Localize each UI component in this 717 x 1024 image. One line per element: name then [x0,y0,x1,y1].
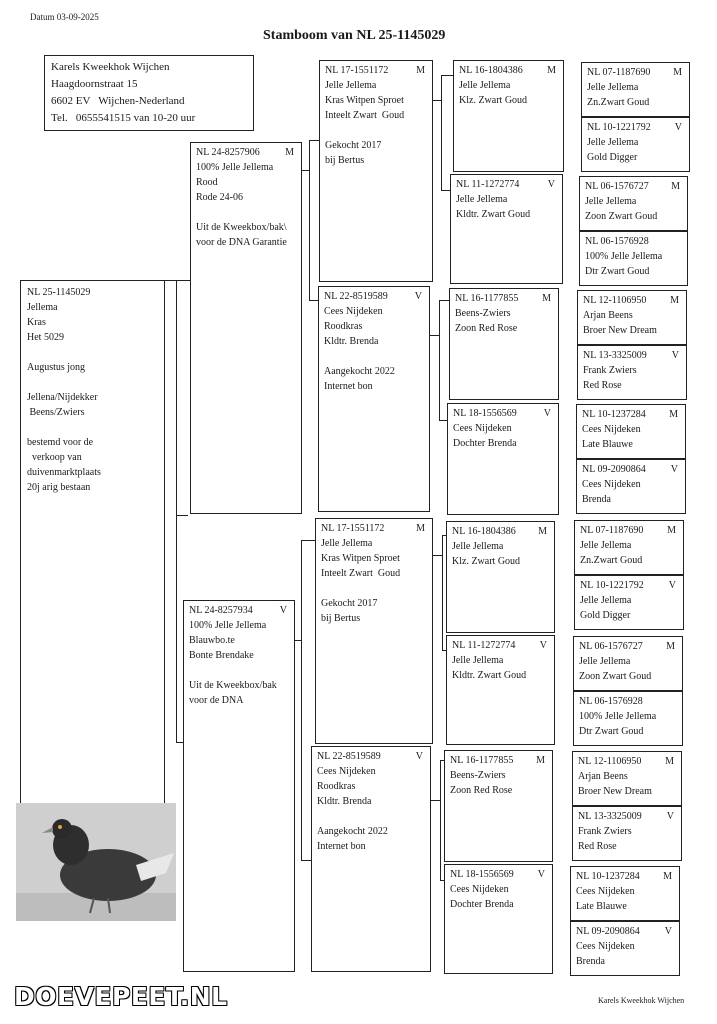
pedigree-line: 100% Jelle Jellema [189,620,267,631]
ring-number: NL 11-1272774 [456,179,520,190]
pedigree-line: Arjan Beens [583,310,633,321]
pedigree-line: 20j arig bestaan [27,482,91,493]
pedigree-line: 100% Jelle Jellema [585,251,663,262]
address-box [44,55,254,131]
sex-marker: V [668,580,676,591]
pedigree-line: Aangekocht 2022 [317,826,388,837]
gen4-box [576,404,686,459]
ring-header [580,579,678,593]
pedigree-line: Jelle Jellema [585,196,637,207]
ring-header [587,121,684,135]
ring-header [582,408,680,422]
pedigree-line: Broer New Dream [583,325,657,336]
ring-header [321,522,427,536]
gen2-box [315,518,433,744]
pedigree-line: Gold Digger [580,610,631,621]
mother-ring: NL 24-8257934 [189,605,253,616]
sex-marker: M [673,67,682,78]
father-header [196,146,296,160]
ring-header [583,349,681,363]
ring-number: NL 22-8519589 [324,291,388,302]
sex-marker: V [537,869,545,880]
gen4-box [581,62,690,117]
pedigree-line: Late Blauwe [576,901,627,912]
mother-box [183,600,295,972]
pedigree-line: bij Bertus [325,155,365,166]
gen4-box [570,921,680,976]
sex-marker: M [542,293,551,304]
pedigree-line [27,420,158,435]
sex-marker: M [666,641,675,652]
gen3-box [444,864,553,974]
ring-number: NL 11-1272774 [452,640,516,651]
ring-number: NL 17-1551172 [321,523,385,534]
pedigree-line [324,349,424,364]
sex-marker [675,695,677,709]
pedigree-line [27,345,158,360]
pedigree-line: Red Rose [583,380,622,391]
sex-marker: M [671,181,680,192]
pedigree-line: Kldtr. Zwart Goud [452,670,527,681]
ring-number: NL 06-1576727 [579,641,643,652]
ring-header [587,66,684,80]
sex-marker: V [670,464,678,475]
pedigree-line: Jelle Jellema [459,80,511,91]
sex-marker: V [664,926,672,937]
ring-number: NL 10-1237284 [576,871,640,882]
ring-header [585,180,682,194]
pedigree-line: Red Rose [578,841,617,852]
mother-header [189,604,289,618]
sex-marker: V [671,350,679,361]
father-box [190,142,302,514]
pedigree-line: Gold Digger [587,152,638,163]
subject-ring: NL 25-1145029 [27,287,91,298]
pedigree-line: Jelle Jellema [580,595,632,606]
pedigree-line: voor de DNA Garantie [196,237,287,248]
pedigree-line: Aangekocht 2022 [324,366,395,377]
sex-marker: M [665,756,674,767]
pedigree-line: Jelle Jellema [587,137,639,148]
ring-header [450,754,547,768]
pedigree-line: Cees Nijdeken [582,424,641,435]
pedigree-line: 100% Jelle Jellema [579,711,657,722]
pedigree-line [189,663,289,678]
pigeon-photo [16,803,176,921]
gen3-box [447,403,559,515]
pedigree-line: Gekocht 2017 [325,140,382,151]
gen4-box [577,345,687,400]
pedigree-line: Broer New Dream [578,786,652,797]
pedigree-line: Roodkras [317,781,356,792]
address-line: Haagdoornstraat 15 [51,78,138,90]
gen4-box [573,691,683,746]
address-line: Tel. 0655541515 van 10-20 uur [51,112,196,124]
ring-header [452,639,549,653]
ring-number: NL 17-1551172 [325,65,389,76]
gen4-box [579,176,688,231]
pedigree-line: Internet bon [317,841,366,852]
pedigree-line: Augustus jong [27,362,86,373]
pedigree-line: Brenda [582,494,611,505]
gen4-box [574,575,684,630]
pedigree-line: Cees Nijdeken [576,941,635,952]
pedigree-line: 100% Jelle Jellema [196,162,274,173]
pedigree-line: Gekocht 2017 [321,598,378,609]
pedigree-line: Rode 24-06 [196,192,243,203]
pedigree-line: bestemd voor de [27,437,94,448]
sex-marker [680,235,682,249]
watermark-logo: DOEVEPEET.NL [14,982,228,1011]
pedigree-line: Cees Nijdeken [317,766,376,777]
pedigree-line: Beens-Zwiers [450,770,506,781]
ring-number: NL 09-2090864 [582,464,646,475]
ring-header [579,695,677,709]
pedigree-line: Blauwbo.te [189,635,235,646]
gen2-box [318,286,430,512]
gen4-box [570,866,680,921]
pedigree-line: Jelle Jellema [452,655,504,666]
sex-marker: M [669,409,678,420]
pedigree-line: Rood [196,177,218,188]
pedigree-line: Frank Zwiers [583,365,637,376]
ring-number: NL 09-2090864 [576,926,640,937]
pedigree-line [325,123,427,138]
ring-header [585,235,682,249]
ring-number: NL 16-1804386 [459,65,523,76]
sex-marker: M [538,526,547,537]
ring-number: NL 16-1804386 [452,526,516,537]
sex-marker: V [415,751,423,762]
pedigree-line: Dtr Zwart Goud [579,726,644,737]
gen4-box [573,636,683,691]
ring-number: NL 10-1237284 [582,409,646,420]
ring-number: NL 06-1576928 [585,236,649,247]
ring-number: NL 18-1556569 [453,408,517,419]
gen3-box [450,174,563,284]
sex-marker: V [414,291,422,302]
pedigree-line: Jelle Jellema [587,82,639,93]
ring-number: NL 12-1106950 [578,756,642,767]
ring-header [456,178,557,192]
pedigree-line: Kras [27,317,46,328]
pedigree-line: Jelle Jellema [580,540,632,551]
pedigree-line: duivenmarktplaats [27,467,101,478]
ring-header [325,64,427,78]
gen2-box [311,746,431,972]
sex-marker: V [666,811,674,822]
gen3-box [444,750,553,862]
pedigree-line [196,205,296,220]
sex-marker: M [667,525,676,536]
pedigree-line: Cees Nijdeken [582,479,641,490]
ring-number: NL 07-1187690 [587,67,651,78]
gen4-box [579,231,688,286]
sex-marker: M [416,65,425,76]
mother-sex: V [279,605,287,616]
gen4-box [572,806,682,861]
gen2-box [319,60,433,282]
pedigree-line: Cees Nijdeken [324,306,383,317]
ring-header [582,463,680,477]
pedigree-line: Zn.Zwart Goud [580,555,643,566]
pedigree-line: Jelle Jellema [325,80,377,91]
gen4-box [581,117,690,172]
gen4-box [572,751,682,806]
pedigree-line: Dtr Zwart Goud [585,266,650,277]
ring-header [578,810,676,824]
pedigree-line: Late Blauwe [582,439,633,450]
pedigree-line: Zoon Red Rose [450,785,513,796]
gen3-box [453,60,564,172]
ring-number: NL 16-1177855 [450,755,514,766]
pedigree-line [321,581,427,596]
sex-marker: V [539,640,547,651]
pedigree-line: Inteelt Zwart Goud [325,110,405,121]
sex-marker: V [674,122,682,133]
ring-header [576,870,674,884]
pedigree-line: Jelle Jellema [321,538,373,549]
father-sex: M [285,147,294,158]
pedigree-line: Uit de Kweekbox/bak\ [196,222,287,233]
pedigree-line: Kras Witpen Sproet [325,95,404,106]
gen4-box [574,520,684,575]
gen4-box [576,459,686,514]
ring-number: NL 13-3325009 [578,811,642,822]
pedigree-line: Beens/Zwiers [27,407,85,418]
father-ring: NL 24-8257906 [196,147,260,158]
pedigree-line: Dochter Brenda [450,899,514,910]
pedigree-line: Jellena/Nijdekker [27,392,98,403]
ring-number: NL 22-8519589 [317,751,381,762]
date-label: Datum 03-09-2025 [30,12,99,22]
ring-header [578,755,676,769]
ring-number: NL 13-3325009 [583,350,647,361]
ring-number: NL 18-1556569 [450,869,514,880]
pedigree-line: Kldtr. Brenda [317,796,372,807]
ring-header [579,640,677,654]
gen3-box [446,635,555,745]
pedigree-line: Arjan Beens [578,771,628,782]
pedigree-line: voor de DNA [189,695,244,706]
pedigree-line: Jellema [27,302,58,313]
pedigree-line: Jelle Jellema [579,656,631,667]
address-line: 6602 EV Wijchen-Nederland [51,95,185,107]
ring-header [452,525,549,539]
pedigree-line: Cees Nijdeken [576,886,635,897]
pedigree-line: Internet bon [324,381,373,392]
ring-header [317,750,425,764]
sex-marker: V [543,408,551,419]
pedigree-line: Cees Nijdeken [450,884,509,895]
ring-number: NL 16-1177855 [455,293,519,304]
sex-marker: M [416,523,425,534]
pedigree-line: Kldtr. Brenda [324,336,379,347]
ring-header [576,925,674,939]
ring-number: NL 07-1187690 [580,525,644,536]
pedigree-line [317,809,425,824]
pedigree-line: Zoon Red Rose [455,323,518,334]
pedigree-line: Beens-Zwiers [455,308,511,319]
ring-number: NL 10-1221792 [580,580,644,591]
ring-header [450,868,547,882]
pedigree-line: Bonte Brendake [189,650,254,661]
pedigree-line: Frank Zwiers [578,826,632,837]
sex-marker: M [536,755,545,766]
pedigree-line: Zoon Zwart Goud [579,671,652,682]
page-title: Stamboom van NL 25-1145029 [263,28,446,43]
pedigree-line: Kldtr. Zwart Goud [456,209,531,220]
ring-header [459,64,558,78]
pedigree-line: Kras Witpen Sproet [321,553,400,564]
pedigree-line: Uit de Kweekbox/bak [189,680,277,691]
pedigree-line: Het 5029 [27,332,64,343]
sex-marker: V [547,179,555,190]
pedigree-line: Roodkras [324,321,363,332]
address-line: Karels Kweekhok Wijchen [51,61,170,73]
pedigree-line: Zn.Zwart Goud [587,97,650,108]
ring-header [453,407,553,421]
gen3-box [446,521,555,633]
sex-marker: M [663,871,672,882]
footer-text: Karels Kweekhok Wijchen [598,996,685,1005]
pedigree-line: Klz. Zwart Goud [452,556,521,567]
pedigree-line: bij Bertus [321,613,361,624]
ring-number: NL 12-1106950 [583,295,647,306]
ring-number: NL 06-1576928 [579,696,643,707]
pedigree-line: verkoop van [27,452,82,463]
pedigree-line: Klz. Zwart Goud [459,95,528,106]
ring-header [324,290,424,304]
sex-marker: M [547,65,556,76]
ring-number: NL 10-1221792 [587,122,651,133]
pedigree-line: Jelle Jellema [452,541,504,552]
pedigree-line: Inteelt Zwart Goud [321,568,401,579]
ring-header [583,294,681,308]
gen3-box [449,288,559,400]
pedigree-line: Cees Nijdeken [453,423,512,434]
pedigree-line: Jelle Jellema [456,194,508,205]
gen4-box [577,290,687,345]
pedigree-line [27,375,158,390]
pedigree-line: Brenda [576,956,605,967]
ring-number: NL 06-1576727 [585,181,649,192]
ring-header [455,292,553,306]
ring-header [580,524,678,538]
pedigree-line: Zoon Zwart Goud [585,211,658,222]
sex-marker: M [670,295,679,306]
pedigree-line: Dochter Brenda [453,438,517,449]
